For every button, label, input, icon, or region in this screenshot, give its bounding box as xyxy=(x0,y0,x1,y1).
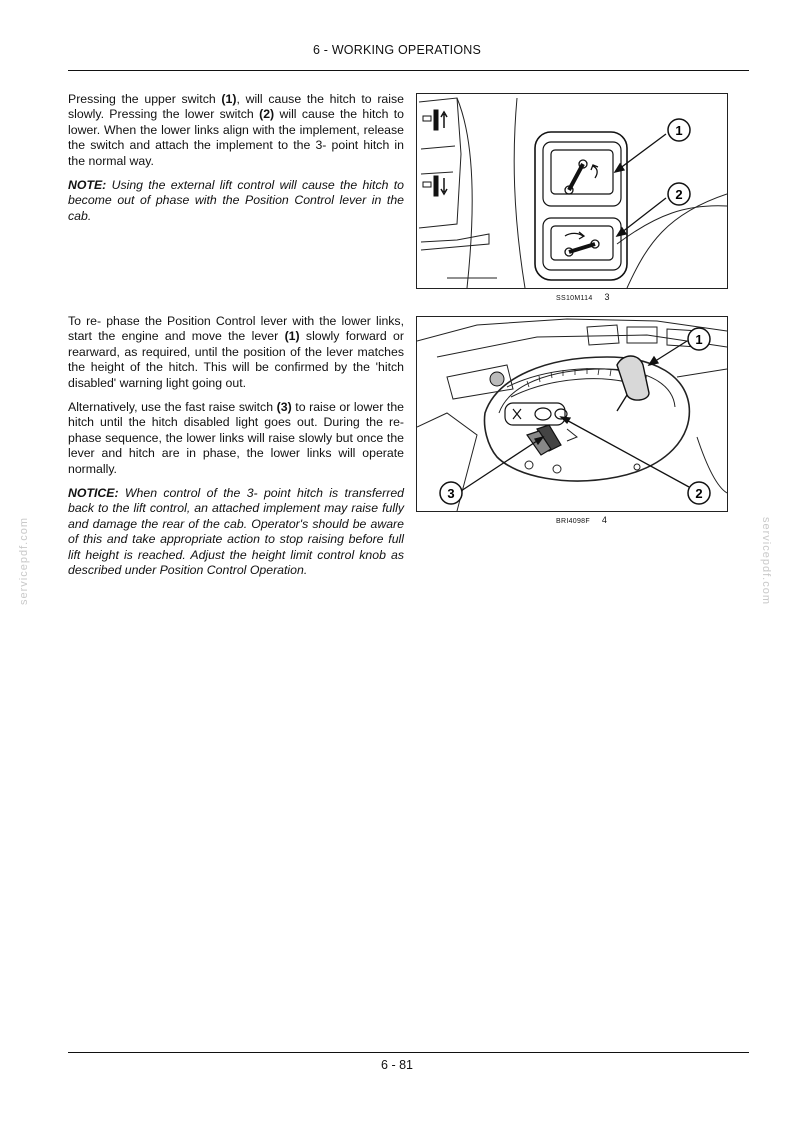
callout-3-badge xyxy=(440,482,462,504)
note-label: NOTE: xyxy=(68,178,107,193)
section-1-text xyxy=(68,92,404,233)
watermark-left: servicepdf.com xyxy=(17,517,30,605)
figure-code: SS10M114 xyxy=(556,295,593,302)
console-illustration xyxy=(417,317,727,511)
figure-number: 3 xyxy=(604,292,610,302)
callout-1-badge xyxy=(688,328,710,350)
note-paragraph: NOTE: Using the external lift control will cause the hitch to become out of phase with the Position Control lever in the cab. xyxy=(68,178,404,223)
figure-4-caption xyxy=(556,515,607,525)
figure-number: 4 xyxy=(601,515,608,525)
paragraph: Pressing the upper switch (1), will cause the hitch to raise slowly. Pressing the lower switch (2) will cause the hitch to lower. When the lower links align with the implement, release the switch and attach the implement to the 3- point hitch in the normal way. xyxy=(68,92,404,168)
watermark-right: servicepdf.com xyxy=(759,517,772,605)
header-rule xyxy=(68,70,749,71)
svg-text:2: 2 xyxy=(695,486,703,501)
callout-ref: (1) xyxy=(284,329,300,344)
figure-code: BRI4098F xyxy=(556,518,590,525)
callout-1-badge xyxy=(668,119,690,141)
switch-panel-illustration xyxy=(417,94,727,288)
callout-ref: (2) xyxy=(259,107,275,122)
svg-text:1: 1 xyxy=(695,332,703,347)
page-number: 6 - 81 xyxy=(381,1058,413,1072)
figure-external-lift-switches xyxy=(416,93,728,289)
figure-position-control-console xyxy=(416,316,728,512)
notice-paragraph: NOTICE: When control of the 3- point hitch is transferred back to the lift control, an attached implement may raise fully and damage the rear of the cab. Operator's should be aware of this and take appropriate action to stop raising before full lift height is reached. Adjust the height limit control knob as described under Position Control Operation. xyxy=(68,486,404,578)
svg-text:3: 3 xyxy=(447,486,455,501)
callout-ref: (1) xyxy=(221,92,237,106)
svg-text:1: 1 xyxy=(675,123,683,138)
callout-2-badge xyxy=(688,482,710,504)
callout-ref: (3) xyxy=(276,400,292,415)
paragraph: To re- phase the Position Control lever with the lower links, start the engine and move the lever (1) slowly forward or rearward, as required, until the position of the lever matches the height of the hitch. This will be confirmed by the 'hitch disabled' warning light going out. xyxy=(68,314,404,390)
paragraph: Alternatively, use the fast raise switch (3) to raise or lower the hitch until the hitch disabled light goes out. During the re- phase sequence, the lower links will raise slowly but once the lever and hitch are in phase, the lower links will operate normally. xyxy=(68,400,404,476)
notice-label: NOTICE: xyxy=(68,486,119,501)
section-2-text xyxy=(68,314,404,588)
footer-rule xyxy=(68,1052,749,1053)
figure-3-caption xyxy=(556,292,610,302)
callout-2-badge xyxy=(668,183,690,205)
svg-text:2: 2 xyxy=(675,187,683,202)
page-header-title: 6 - WORKING OPERATIONS xyxy=(312,43,482,57)
